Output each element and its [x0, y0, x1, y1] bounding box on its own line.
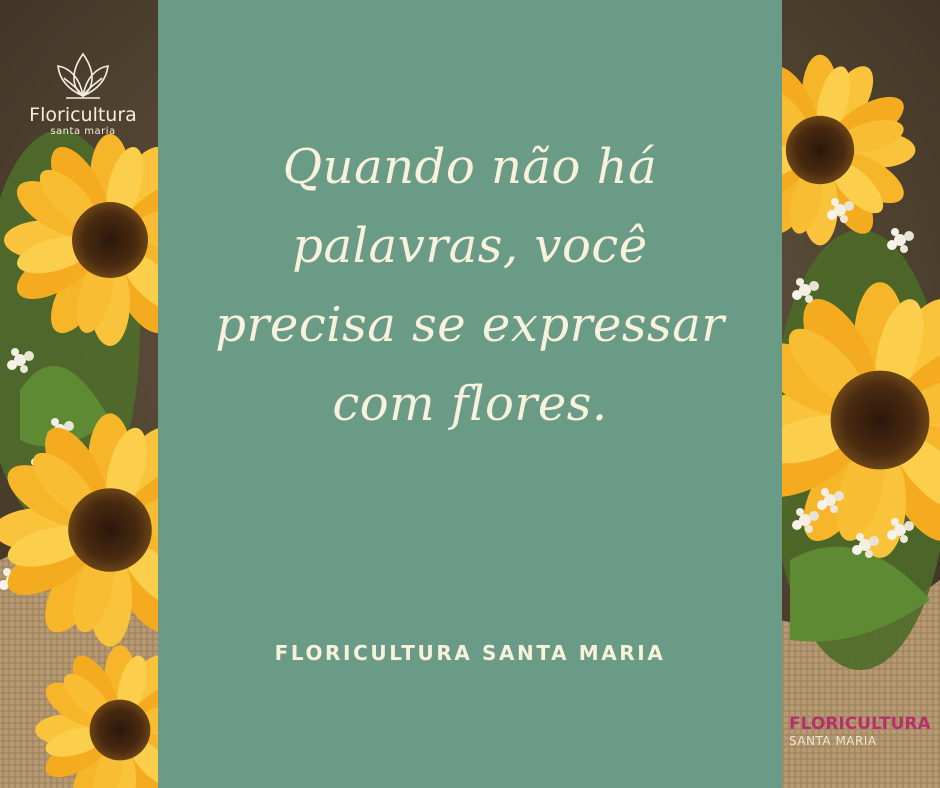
signature-text: FLORICULTURA SANTA MARIA — [274, 641, 666, 665]
quote-text — [188, 128, 752, 444]
logo-tagline: santa maria — [50, 126, 116, 137]
quote-line-4: com flores. — [332, 376, 608, 432]
watermark-tagline: SANTA MARIA — [789, 734, 877, 748]
quote-line-3: precisa se expressar — [215, 297, 725, 353]
watermark-brand: FLORICULTURA — [789, 714, 931, 734]
quote-panel — [158, 0, 782, 788]
logo-brand-name: Floricultura — [29, 104, 137, 126]
quote-line-2: palavras, você — [292, 218, 648, 274]
quote-line-1: Quando não há — [282, 139, 658, 195]
lotus-flower-icon — [54, 48, 112, 102]
corner-watermark — [789, 714, 940, 748]
brand-logo — [8, 48, 158, 148]
